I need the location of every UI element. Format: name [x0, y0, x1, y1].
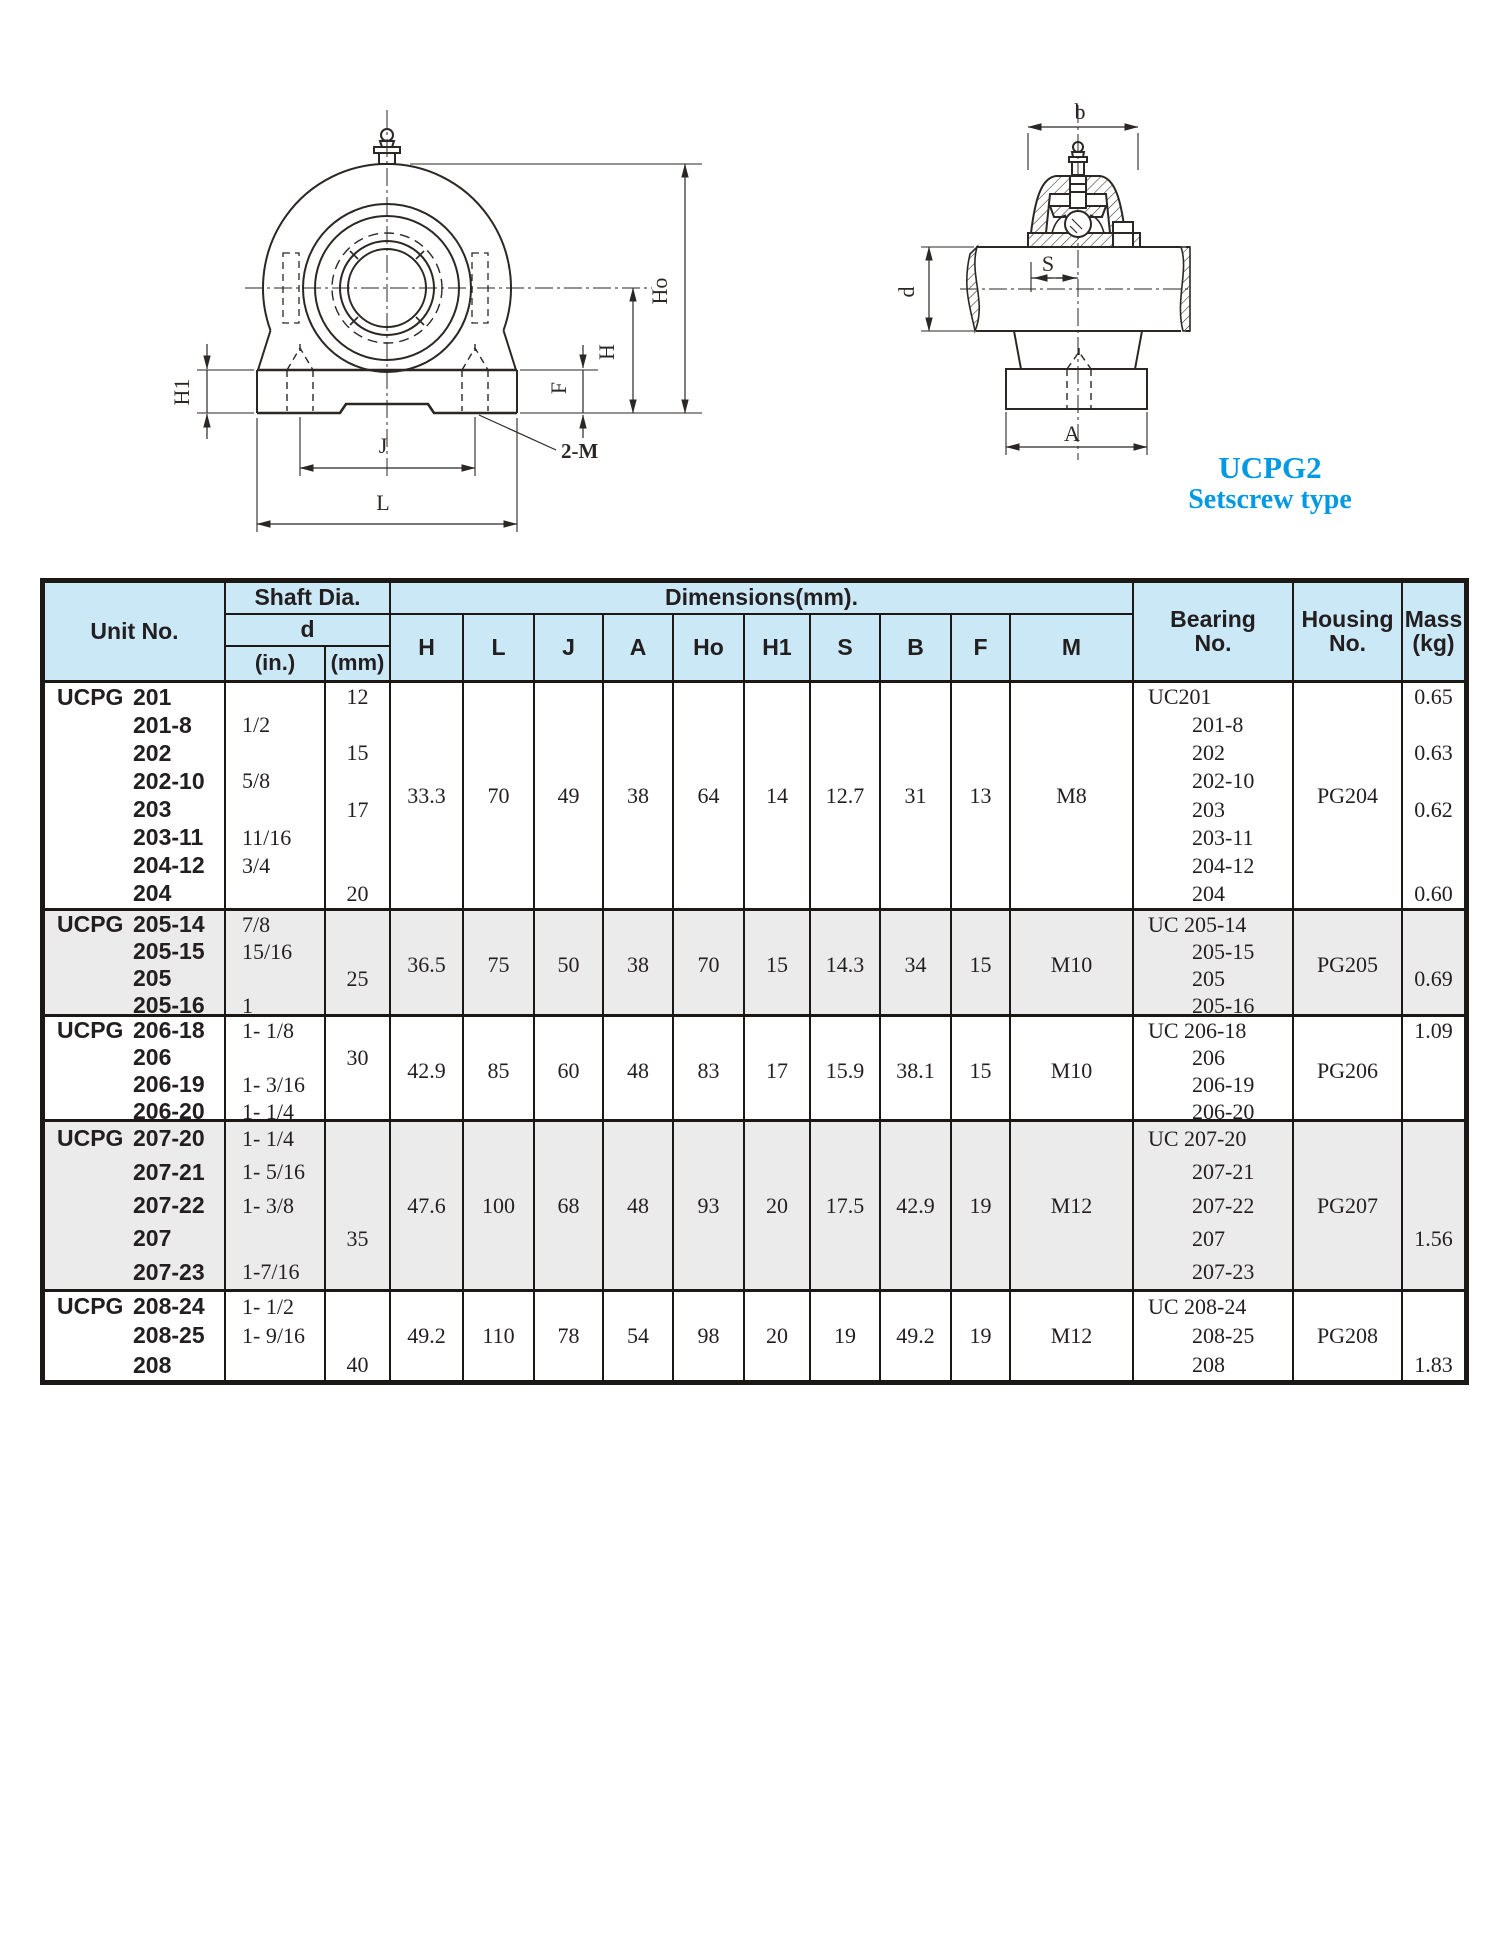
- shaft-in-cell: 1- 1/8 1- 3/16 1- 1/4: [226, 1017, 326, 1125]
- dim-j-cell: [535, 1292, 604, 1380]
- unit-code: 203-11: [133, 824, 204, 851]
- header-dim-j: J: [535, 615, 604, 680]
- dim-s-cell: [811, 1122, 881, 1289]
- dim-value: 85: [487, 1058, 510, 1083]
- dim-ho-cell: [674, 1017, 745, 1125]
- dim-ho-cell: [674, 1292, 745, 1380]
- header-mass-line2: (kg): [1412, 629, 1455, 656]
- shaft-in-cell: 1/2 5/8 11/16 3/4: [226, 683, 326, 908]
- table-row: [45, 1292, 1464, 1380]
- dim-value: 15: [969, 952, 992, 977]
- dim-f-cell: [952, 1122, 1011, 1289]
- unit-code: 203: [133, 796, 172, 823]
- dim-value: 70: [487, 782, 510, 808]
- series-subtitle: Setscrew type: [1188, 483, 1352, 515]
- dim-value: 14.3: [825, 952, 865, 977]
- dim-value: M12: [1050, 1323, 1093, 1348]
- dim-value: 17.5: [825, 1192, 865, 1218]
- dim-value: M12: [1050, 1192, 1093, 1218]
- unit-code: 208-24: [133, 1293, 205, 1320]
- unit-code: 207: [133, 1225, 172, 1252]
- dim-m-cell: [1011, 911, 1134, 1019]
- housing-value: PG208: [1316, 1323, 1379, 1348]
- dim-l-cell: [464, 1292, 535, 1380]
- dim-j-cell: [535, 911, 604, 1019]
- header-in: (in.): [226, 647, 326, 680]
- header-unit-no: Unit No.: [45, 583, 226, 680]
- dim-a-cell: [604, 1122, 674, 1289]
- spec-table: [40, 578, 1469, 1385]
- dim-s-cell: [811, 1292, 881, 1380]
- dim-value: 70: [697, 952, 720, 977]
- unit-code: 207-23: [133, 1258, 205, 1285]
- unit-no-cell: UCPG 205-14 205-15 205 205-16: [45, 911, 226, 1019]
- dim-h1-cell: [745, 1122, 811, 1289]
- dim-value: M10: [1050, 952, 1093, 977]
- dim-ho-cell: [674, 911, 745, 1019]
- dim-value: 15.9: [825, 1058, 865, 1083]
- dim-label-ho: Ho: [647, 277, 672, 305]
- unit-code: 202: [133, 739, 172, 766]
- dim-value: 49: [557, 782, 580, 808]
- unit-code: 207-22: [133, 1192, 205, 1219]
- table-row: [45, 1122, 1464, 1292]
- dim-value: 60: [557, 1058, 580, 1083]
- dim-value: 20: [766, 1323, 788, 1348]
- dim-m-cell: [1011, 683, 1134, 908]
- dim-h-cell: [391, 1017, 464, 1125]
- dim-label-b: b: [1074, 99, 1086, 124]
- dim-value: 78: [557, 1323, 580, 1348]
- dim-b-cell: [881, 1292, 952, 1380]
- housing-no-cell: [1294, 1017, 1403, 1125]
- header-dimensions: Dimensions(mm).: [391, 583, 1134, 615]
- unit-code: 206-18: [133, 1017, 205, 1043]
- dim-value: 42.9: [407, 1058, 446, 1083]
- header-dim-ho: Ho: [674, 615, 745, 680]
- unit-no-cell: UCPG 206-18 206 206-19 206-20: [45, 1017, 226, 1125]
- header-bearing-line1: Bearing: [1170, 606, 1256, 633]
- dim-label-h1: H1: [169, 378, 194, 406]
- header-dim-h1: H1: [745, 615, 811, 680]
- dim-value: 14: [766, 782, 788, 808]
- housing-no-cell: [1294, 1122, 1403, 1289]
- shaft-mm-cell: 30: [326, 1017, 391, 1125]
- dim-value: 12.7: [825, 782, 865, 808]
- unit-no-cell: UCPG 207-20 207-21 207-22 207 207-23: [45, 1122, 226, 1289]
- dim-value: 48: [627, 1192, 649, 1218]
- dim-value: 15: [766, 952, 788, 977]
- dim-a-cell: [604, 1017, 674, 1125]
- dim-value: M8: [1056, 782, 1087, 808]
- table-row: [45, 1017, 1464, 1122]
- mass-cell: 1.56: [1414, 1225, 1453, 1251]
- dim-l-cell: [464, 911, 535, 1019]
- unit-code: 206: [133, 1044, 172, 1070]
- table-header: [45, 583, 1464, 683]
- mass-cell: 0.65 0.63 0.62 0.60: [1414, 684, 1453, 906]
- bearing-no-cell: UC 206-18 206 206-19 206-20: [1134, 1017, 1294, 1125]
- header-bearing-no: [1134, 583, 1294, 680]
- dim-value: 110: [482, 1323, 515, 1348]
- dim-m-cell: [1011, 1292, 1134, 1380]
- unit-code: 205-15: [133, 938, 205, 964]
- dim-s-cell: [811, 683, 881, 908]
- dim-value: 100: [482, 1192, 515, 1218]
- dim-value: 42.9: [896, 1192, 935, 1218]
- dim-value: 38: [627, 952, 649, 977]
- unit-code: 204: [133, 880, 172, 907]
- series-caption: [1175, 452, 1365, 514]
- unit-code: 201: [133, 683, 172, 710]
- dim-j-cell: [535, 1122, 604, 1289]
- dim-h-cell: [391, 1122, 464, 1289]
- dim-j-cell: [535, 1017, 604, 1125]
- housing-no-cell: [1294, 1292, 1403, 1380]
- dim-l-cell: [464, 1017, 535, 1125]
- dim-value: 36.5: [407, 952, 446, 977]
- dim-h-cell: [391, 911, 464, 1019]
- bearing-no-cell: UC 208-24 208-25 208: [1134, 1292, 1294, 1380]
- header-housing-no: [1294, 583, 1403, 680]
- unit-no-cell: UCPG 208-24 208-25 208: [45, 1292, 226, 1380]
- header-d: d: [226, 615, 391, 647]
- dim-ho-cell: [674, 1122, 745, 1289]
- header-housing-line2: No.: [1328, 629, 1367, 656]
- shaft-in-cell: 1- 1/2 1- 9/16: [226, 1292, 326, 1380]
- dim-value: 13: [969, 782, 992, 808]
- dim-h1-cell: [745, 683, 811, 908]
- dim-b-cell: [881, 683, 952, 908]
- dim-f-cell: [952, 911, 1011, 1019]
- dim-s-cell: [811, 1017, 881, 1125]
- dim-value: 93: [697, 1192, 720, 1218]
- dim-value: 31: [904, 782, 927, 808]
- dim-b-cell: [881, 1122, 952, 1289]
- shaft-mm-cell: 40: [326, 1292, 391, 1380]
- dim-value: 54: [627, 1323, 649, 1348]
- dim-f-cell: [952, 1292, 1011, 1380]
- unit-code: 207-21: [133, 1158, 205, 1185]
- dim-a-cell: [604, 1292, 674, 1380]
- bearing-no-cell: UC 205-14 205-15 205 205-16: [1134, 911, 1294, 1019]
- dim-l-cell: [464, 683, 535, 908]
- dim-l-cell: [464, 1122, 535, 1289]
- dim-b-cell: [881, 1017, 952, 1125]
- dim-h1-cell: [745, 1292, 811, 1380]
- unit-code: 201-8: [133, 711, 192, 738]
- dim-a-cell: [604, 683, 674, 908]
- unit-code: 205-16: [133, 992, 205, 1018]
- front-view-drawing: [169, 110, 702, 532]
- unit-code: 206-20: [133, 1098, 205, 1124]
- mass-cell: 1.83: [1414, 1352, 1453, 1378]
- header-dim-b: B: [881, 615, 952, 680]
- header-dim-h: H: [391, 615, 464, 680]
- series-title: UCPG2: [1218, 450, 1322, 485]
- dim-label-d: d: [894, 286, 919, 298]
- unit-no-cell: UCPG 201 201-8 202 202-10 203 203-11 204-12 204: [45, 683, 226, 908]
- housing-no-cell: [1294, 911, 1403, 1019]
- unit-code: 208-25: [133, 1322, 205, 1349]
- header-dim-f: F: [952, 615, 1011, 680]
- side-view-drawing: [894, 99, 1192, 460]
- header-dim-s: S: [811, 615, 881, 680]
- dim-value: 50: [557, 952, 580, 977]
- dim-value: 38: [627, 782, 649, 808]
- dim-value: 15: [969, 1058, 992, 1083]
- table-row: [45, 683, 1464, 911]
- dim-a-cell: [604, 911, 674, 1019]
- dim-value: 68: [557, 1192, 580, 1218]
- dim-value: 19: [969, 1323, 992, 1348]
- dim-b-cell: [881, 911, 952, 1019]
- mass-cell: 1.09: [1414, 1017, 1453, 1043]
- dim-value: 48: [627, 1058, 649, 1083]
- dim-value: 19: [834, 1323, 856, 1348]
- table-body: [45, 683, 1464, 1380]
- tapped-hole-side: [1067, 348, 1091, 409]
- dim-m-cell: [1011, 1017, 1134, 1125]
- housing-value: PG206: [1316, 1058, 1379, 1083]
- unit-code: 204-12: [133, 852, 205, 879]
- table-row: [45, 911, 1464, 1017]
- dim-value: 33.3: [407, 782, 446, 808]
- dim-value: 98: [697, 1323, 720, 1348]
- dim-h-cell: [391, 683, 464, 908]
- dim-label-2m: 2-M: [561, 439, 599, 463]
- dim-value: 20: [766, 1192, 788, 1218]
- unit-code: 207-20: [133, 1125, 205, 1152]
- dim-label-h: H: [594, 344, 619, 360]
- shaft-mm-cell: 12 15 17 20: [326, 683, 391, 908]
- mass-cell: 0.69: [1414, 965, 1453, 991]
- header-mm: (mm): [326, 647, 391, 680]
- dim-j-cell: [535, 683, 604, 908]
- dim-value: 49.2: [896, 1323, 935, 1348]
- dim-label-l: L: [376, 490, 390, 515]
- dim-f-cell: [952, 1017, 1011, 1125]
- shaft-mm-cell: 25: [326, 911, 391, 1019]
- dim-value: M10: [1050, 1058, 1093, 1083]
- dim-s-cell: [811, 911, 881, 1019]
- unit-code: 208: [133, 1351, 172, 1378]
- unit-code: 202-10: [133, 767, 205, 794]
- header-mass-line1: Mass: [1404, 606, 1463, 633]
- bearing-no-cell: UC 207-20 207-21 207-22 207 207-23: [1134, 1122, 1294, 1289]
- dim-value: 75: [487, 952, 510, 977]
- header-dim-m: M: [1011, 615, 1134, 680]
- housing-no-cell: [1294, 683, 1403, 908]
- dim-h1-cell: [745, 911, 811, 1019]
- dim-ho-cell: [674, 683, 745, 908]
- dim-f-cell: [952, 683, 1011, 908]
- dim-value: 34: [904, 952, 927, 977]
- dim-label-s: S: [1041, 251, 1055, 276]
- housing-value: PG204: [1316, 782, 1379, 808]
- unit-code: 205-14: [133, 911, 205, 937]
- unit-code: 206-19: [133, 1071, 205, 1097]
- header-dim-a: A: [604, 615, 674, 680]
- unit-code: 205: [133, 965, 172, 991]
- dim-m-cell: [1011, 1122, 1134, 1289]
- dim-value: 49.2: [407, 1323, 446, 1348]
- shaft-in-cell: 1- 1/4 1- 5/16 1- 3/8 1-7/16: [226, 1122, 326, 1289]
- dim-value: 19: [969, 1192, 992, 1218]
- dim-label-j: J: [378, 433, 388, 458]
- housing-value: PG205: [1316, 952, 1379, 977]
- header-housing-line1: Housing: [1301, 606, 1394, 633]
- header-mass: [1403, 583, 1464, 680]
- dim-h-cell: [391, 1292, 464, 1380]
- bearing-no-cell: UC201 201-8 202 202-10 203 203-11 204-12 204: [1134, 683, 1294, 908]
- dim-value: 47.6: [407, 1192, 446, 1218]
- dim-label-f: F: [546, 381, 571, 395]
- dim-value: 64: [697, 782, 720, 808]
- housing-value: PG207: [1316, 1192, 1379, 1218]
- header-shaft-dia: Shaft Dia.: [226, 583, 391, 615]
- dim-value: 83: [697, 1058, 720, 1083]
- dim-label-a: A: [1064, 421, 1080, 446]
- shaft-mm-cell: 35: [326, 1122, 391, 1289]
- dim-value: 17: [766, 1058, 788, 1083]
- dim-value: 38.1: [896, 1058, 935, 1083]
- header-bearing-line2: No.: [1194, 629, 1232, 656]
- shaft-in-cell: 7/8 15/16 1: [226, 911, 326, 1019]
- dim-h1-cell: [745, 1017, 811, 1125]
- header-dim-l: L: [464, 615, 535, 680]
